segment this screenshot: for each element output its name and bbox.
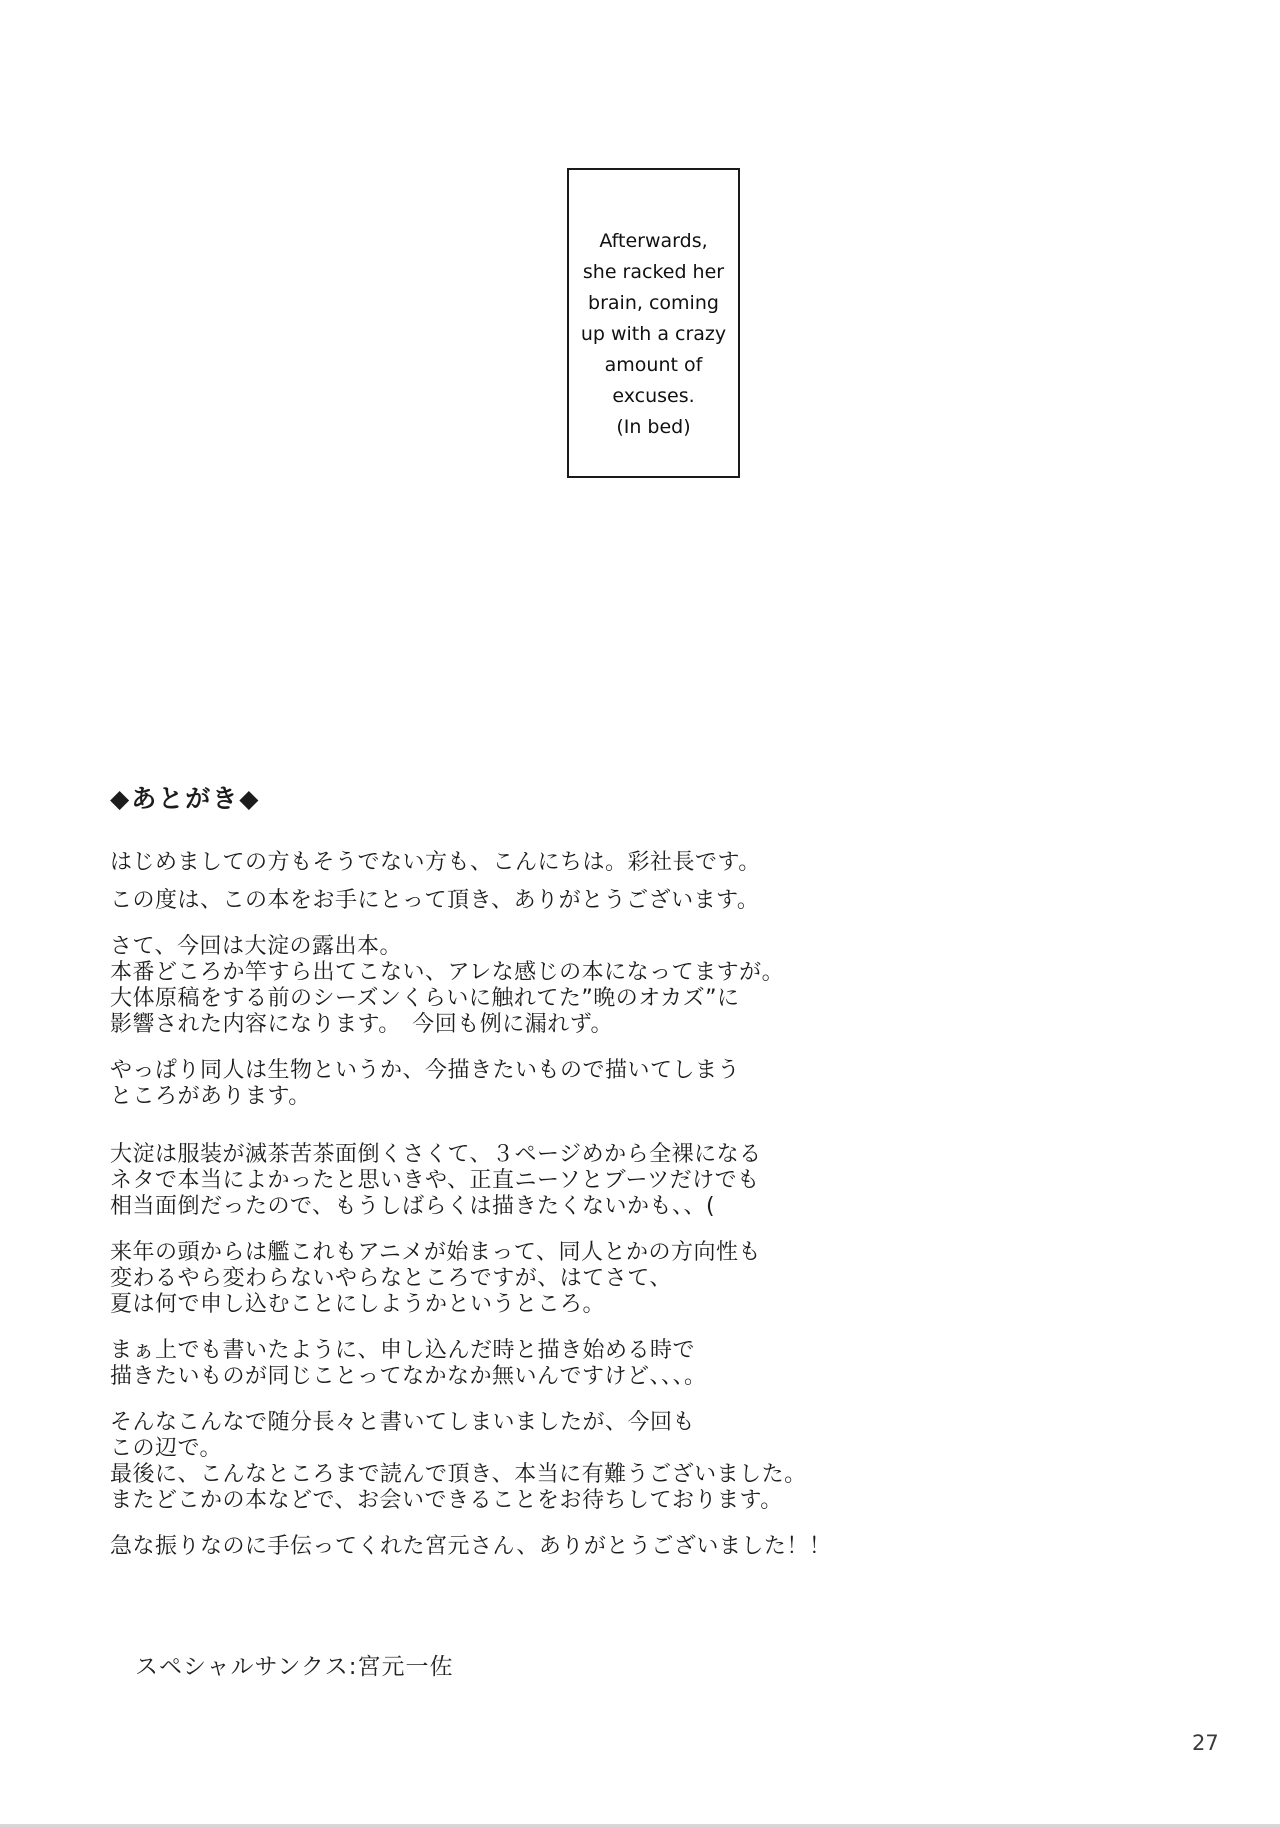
caption-line: she racked her: [582, 261, 725, 283]
afterword-paragraph: [110, 1142, 830, 1220]
page-number: 27: [1192, 1731, 1219, 1755]
caption-line: Afterwards,: [599, 230, 708, 252]
afterword-line: 本番どころか竿すら出てこない、アレな感じの本になってますが。: [110, 960, 785, 985]
afterword-paragraph: [110, 888, 830, 914]
afterword-line: 変わるやら変わらないやらなところですが、はてさて、: [110, 1266, 672, 1291]
afterword-paragraph: [110, 1410, 830, 1514]
afterword-line: 描きたいものが同じことってなかなか無いんですけど、、、。: [110, 1364, 707, 1389]
afterword-line: 大淀は服装が滅茶苦茶面倒くさくて、３ページめから全裸になる: [110, 1142, 762, 1167]
special-thanks: スペシャルサンクス:宮元一佐: [135, 1654, 454, 1680]
afterword-line: 急な振りなのに手伝ってくれた宮元さん、ありがとうございました！！: [110, 1534, 832, 1559]
afterword-section: [110, 784, 830, 1580]
afterword-line: ところがあります。: [110, 1084, 311, 1109]
afterword-line: 最後に、こんなところまで読んで頂き、本当に有難うございました。: [110, 1462, 807, 1487]
afterword-line: この辺で。: [110, 1436, 223, 1461]
afterword-line: この度は、この本をお手にとって頂き、ありがとうございます。: [110, 888, 760, 913]
afterword-line: 夏は何で申し込むことにしようかというところ。: [110, 1292, 606, 1317]
afterword-line: 来年の頭からは艦これもアニメが始まって、同人とかの方向性も: [110, 1240, 761, 1265]
afterword-line: またどこかの本などで、お会いできることをお待ちしております。: [110, 1488, 783, 1513]
afterword-paragraph: [110, 1338, 830, 1390]
afterword-line: はじめましての方もそうでない方も、こんにちは。彩社長です。: [110, 850, 761, 875]
caption-line: brain, coming: [588, 292, 719, 314]
afterword-paragraph: [110, 1534, 830, 1560]
caption-line: up with a crazy: [580, 323, 727, 345]
afterword-line: ネタで本当によかったと思いきや、正直ニーソとブーツだけでも: [110, 1168, 760, 1193]
afterword-line: そんなこんなで随分長々と書いてしまいましたが、今回も: [110, 1410, 696, 1435]
afterword-paragraph: [110, 934, 830, 1038]
afterword-line: 影響された内容になります。 今回も例に漏れず。: [110, 1012, 613, 1037]
caption-text: [549, 226, 758, 443]
afterword-heading: ◆あとがき◆: [110, 784, 261, 813]
caption-line: excuses.: [612, 385, 695, 407]
afterword-line: さて、今回は大淀の露出本。: [110, 934, 403, 959]
caption-line: (In bed): [616, 416, 691, 438]
caption-line: amount of: [604, 354, 703, 376]
afterword-line: 大体原稿をする前のシーズンくらいに触れてた”晩のオカズ”に: [110, 986, 740, 1011]
afterword-body: [110, 850, 830, 1560]
afterword-line: まぁ上でも書いたように、申し込んだ時と描き始める時で: [110, 1338, 696, 1363]
afterword-paragraph: [110, 850, 830, 876]
afterword-paragraph: [110, 1058, 830, 1110]
afterword-paragraph: [110, 1240, 830, 1318]
afterword-line: 相当面倒だったので、もうしばらくは描きたくないかも、、(: [110, 1194, 716, 1219]
afterword-line: やっぱり同人は生物というか、今描きたいもので描いてしまう: [110, 1058, 741, 1083]
caption-box: [567, 168, 740, 478]
